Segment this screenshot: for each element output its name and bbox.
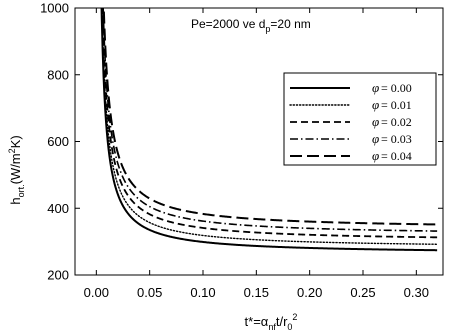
x-tick-label: 0.20	[297, 285, 323, 300]
legend-label-4: = 0.04	[381, 149, 412, 163]
x-tick-label: 0.00	[83, 285, 109, 300]
legend-phi-symbol: φ	[372, 114, 380, 129]
legend	[284, 73, 436, 165]
x-tick-label: 0.25	[350, 285, 376, 300]
legend-label-3: = 0.03	[381, 132, 412, 146]
y-tick-label: 200	[47, 267, 69, 283]
x-tick-label: 0.05	[137, 285, 163, 300]
x-tick-label: 0.30	[403, 285, 429, 300]
x-tick-label: 0.10	[190, 285, 216, 300]
legend-box	[284, 73, 436, 165]
legend-phi-symbol: φ	[372, 80, 380, 95]
legend-label-0: = 0.00	[381, 81, 412, 95]
legend-label-1: = 0.01	[381, 98, 412, 112]
y-tick-label: 400	[47, 200, 69, 216]
y-axis-label: $h_{ort.}(W/m^2K)$	[7, 135, 26, 205]
legend-phi-symbol: φ	[372, 97, 380, 112]
y-tick-label: 800	[47, 67, 69, 83]
chart-title: Pe=2000 ve $d_p=20$ nm	[191, 17, 311, 34]
x-axis-label: $t*=\alpha_{nf}t/r_0^2$	[244, 312, 298, 332]
y-tick-label: 600	[47, 134, 69, 149]
y-tick-label: 1000	[40, 0, 69, 16]
x-tick-label: 0.15	[243, 285, 269, 300]
legend-label-2: = 0.02	[381, 115, 412, 129]
legend-phi-symbol: φ	[372, 131, 380, 146]
legend-phi-symbol: φ	[372, 148, 380, 163]
